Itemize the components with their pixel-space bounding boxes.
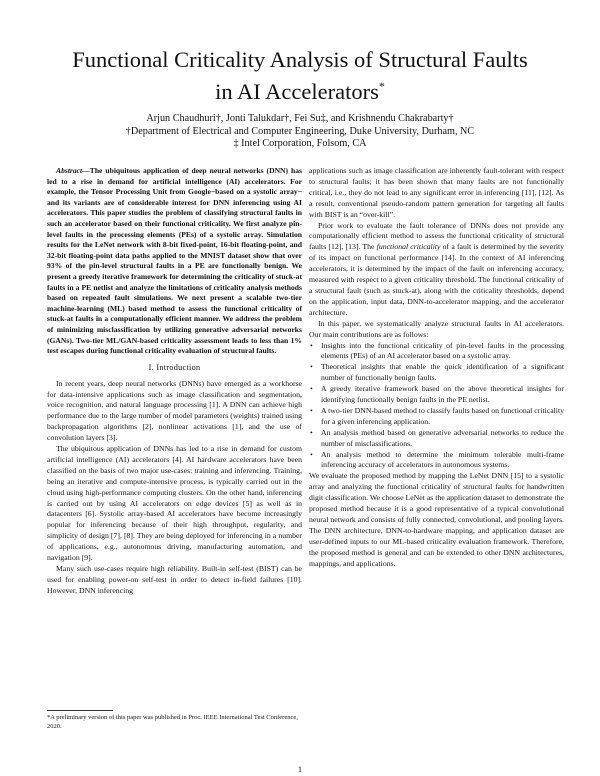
contributions-list: [309, 341, 564, 472]
list-item: • Theoretical insights that enable the quick identification of a significant number of functionally benign faults.: [319, 362, 564, 384]
author-names: Arjun Chaudhuri†, Jonti Talukdar†, Fei Su‡, and Krishnendu Chakrabarty†: [146, 113, 454, 124]
affiliation-intel: ‡ Intel Corporation, Folsom, CA: [233, 138, 367, 150]
footnote-divider: [47, 710, 113, 711]
intro-paragraph-3: Many such use-cases require high reliability. Built-in self-test (BIST) can be used for enabling power-on self-test in order to detect in-field failures [10]. However, DNN inferencing: [47, 564, 302, 595]
intro-paragraph-2: The ubiquitous application of DNNs has led to a rise in demand for custom artificial intelligence (AI) accelerators [4]. AI hardware accelerators have been classified on the basis of two major use-cases: training and inferencing. Training, being an iterative and compute-intensive process, is typically carried out in the cloud using high-performance computing clusters. On the other hand, inferencing is carried out by using AI accelerators on edge devices [5] as well as in datacenters [6]. Systolic array-based AI accelerators have become increasingly popular for inferencing because of their high throughput, regularity, and simplicity of design [7], [8]. They are being deployed for inferencing in a number of applications, e.g., autonomous driving, manufacturing automation, and navigation [9].: [47, 444, 302, 563]
paper-title: [40, 46, 560, 105]
intro-paragraph-evaluation: We evaluate the proposed method by mapping the LeNet DNN [15] to a systolic array and analyzing the functional criticality of structural faults for handwritten digit classification. We choose LeNet as the application dataset to demonstrate the proposed method because it is a good representative of a typical convolutional neural network and consists of fully connected, convolutional, and pooling layers. The DNN architecture, DNN-to-hardware mapping, and application dataset are user-defined inputs to our ML-based criticality evaluation framework. Therefore, the proposed method is general and can be extended to other DNN architectures, mappings, and applications.: [309, 471, 564, 568]
abstract: [47, 166, 302, 357]
page-number: 1: [297, 764, 303, 774]
intro-paragraph-1: In recent years, deep neural networks (DNNs) have emerged as a workhorse for data-intensive applications such as image classification and segmentation, voice recognition, and natural language processing [1]. A DNN can achieve high performance due to the large number of model parameters (weights) trained using backpropagation algorithms [2], nonlinear activations [1], and the use of convolution layers [3].: [47, 378, 302, 443]
title-footnote-mark: *: [378, 79, 385, 93]
title-line-2: in AI Accelerators: [215, 79, 379, 104]
intro-paragraph-continued: applications such as image classification are inherently fault-tolerant with respect to structural faults; it has been shown that many faults are not functionally critical, i.e., they do not lead to any significant error in inferencing [11], [12]. As a result, conventional pseudo-random pattern generation for targeting all faults with BIST is an “over-kill”.: [309, 166, 564, 219]
functional-criticality-term: functional criticality: [376, 242, 441, 252]
title-line-1: Functional Criticality Analysis of Structural Faults: [72, 47, 528, 72]
list-item: • An analysis method based on generative adversarial networks to reduce the number of misclassifications.: [319, 428, 564, 450]
intro-paragraph-prior-work: [309, 221, 564, 319]
prior-work-text-a: Prior work to evaluate the fault tolerance of DNNs does not provide any computationally efficient method to assess the functional criticality of structural faults [12], [13]. The: [309, 220, 564, 252]
list-item: • A two-tier DNN-based method to classify faults based on functional criticality for a given inferencing application.: [319, 406, 564, 428]
intro-paragraph-contributions: In this paper, we systematically analyze structural faults in AI accelerators. Our main contributions are as follows:: [309, 318, 564, 339]
author-block: [40, 113, 560, 151]
prior-work-text-b: of a fault is determined by the severity of its impact on functional performance [14]. In the context of AI inferencing accelerators, it is determined by the impact of the fault on inferencing accuracy, measured with respect to a given criticality threshold. The functional criticality of a structural fault (such as stuck-at), along with the criticality thresholds, depend on the application, input data, DNN-to-accelerator mapping, and the accelerator architecture.: [309, 242, 565, 317]
affiliation-duke: †Department of Electrical and Computer Engineering, Duke University, Durham, NC: [125, 125, 475, 137]
section-heading-introduction: I. Introduction: [148, 362, 201, 372]
list-item: • A greedy iterative framework based on the above theoretical insights for identifying functionally benign faults in the PE netlist.: [319, 384, 564, 406]
right-column: [309, 166, 564, 570]
abstract-text: —The ubiquitous application of deep neural networks (DNN) has led to a rise in demand for artificial intelligence (AI) accelerators. For example, the Tensor Processing Unit from Google−based on a systolic array− and its variants are of considerable interest for DNN inferencing using AI accelerators. This paper studies the problem of classifying structural faults in such an accelerator based on their functional criticality. We first analyze pin-level faults in the processing elements (PEs) of a systolic array. Simulation results for the LeNet network with 8-bit fixed-point, 16-bit floating-point, and 32-bit floating-point data paths applied to the MNIST dataset show that over 93% of the pin-level structural faults in a PE are functionally benign. We present a greedy iterative framework for determining the criticality of stuck-at faults in a PE netlist and analyze the limitations of criticality analysis methods based on repeated fault simulations. We next present a scalable two-tier machine-learning (ML) based method to assess the functional criticality of stuck-at faults in a computationally efficient manner. We address the problem of minimizing misclassification by utilizing generative adversarial networks (GANs). Two-tier ML/GAN-based criticality assessment leads to less than 1% test escapes during functional criticality evaluation of structural faults.: [47, 166, 302, 356]
list-item: • Insights into the functional criticality of pin-level faults in the processing elements (PEs) of an AI accelerator based on a systolic array.: [319, 341, 564, 363]
list-item: • An analysis method to determine the minimum tolerable multi-frame inferencing accuracy of accelerators in autonomous systems.: [319, 450, 564, 472]
abstract-label: Abstract: [56, 166, 83, 175]
footnote: *A preliminary version of this paper was published in Proc. IEEE International Test Conference, 2020.: [47, 714, 298, 730]
left-column: [47, 166, 302, 597]
